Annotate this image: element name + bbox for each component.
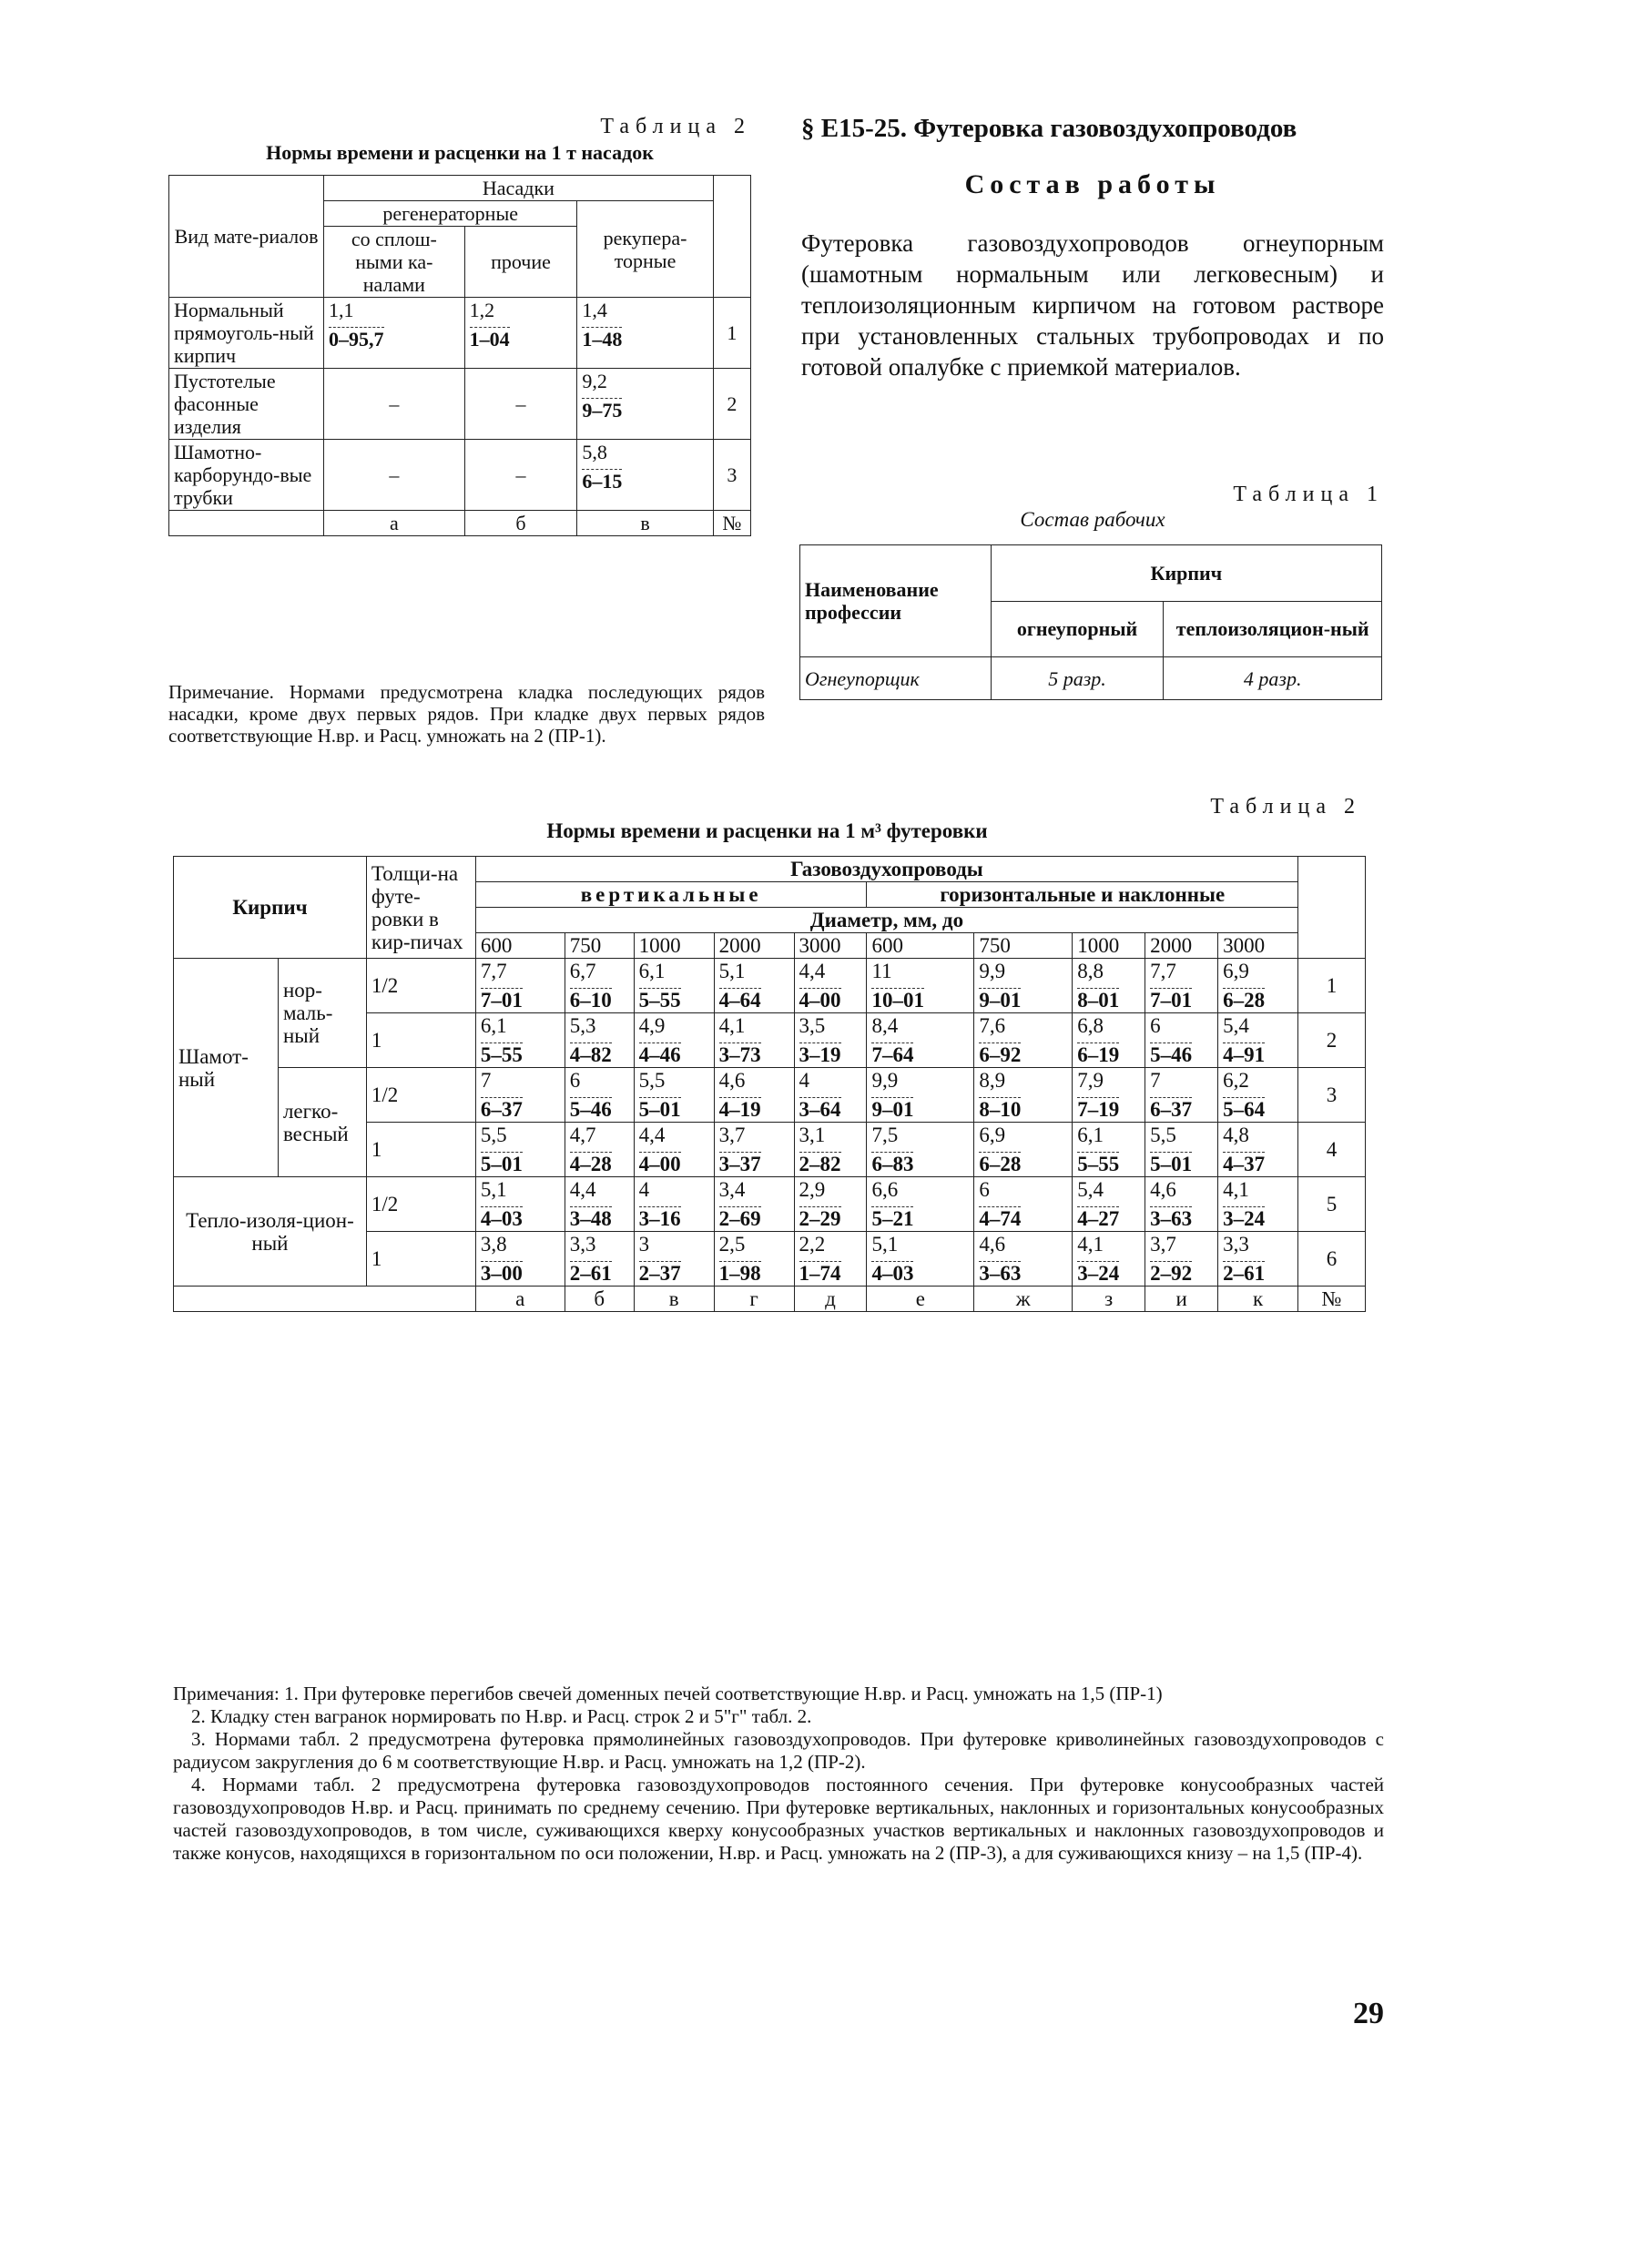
norm-cell: $\frac{4,4}{4-00}$: [794, 959, 867, 1013]
norm-cell: $\frac{5,1}{4-03}$: [867, 1232, 974, 1287]
norm-cell: $\frac{3,3}{2-61}$: [1218, 1232, 1298, 1287]
column-letter: к: [1218, 1287, 1298, 1312]
norm-cell: $\frac{4,6}{3-63}$: [974, 1232, 1073, 1287]
column-letter: д: [794, 1287, 867, 1312]
left-table-caption: Нормы времени и расценки на 1 т насадок: [266, 141, 654, 164]
head-horizontal: горизонтальные и наклонные: [867, 882, 1298, 908]
section-subtitle: Состав работы: [964, 169, 1221, 199]
norm-cell: $\frac{4,6}{4-19}$: [714, 1068, 794, 1123]
norm-cell: $\frac{2,5}{1-98}$: [714, 1232, 794, 1287]
diameter-header: 1000: [634, 933, 714, 959]
sub-legkovesny: легко-весный: [278, 1068, 366, 1177]
head-kirpich: Кирпич: [991, 545, 1381, 602]
table-row: [174, 1068, 1366, 1123]
table-row: Огнеупорщик 5 разр. 4 разр.: [800, 657, 1382, 700]
diameter-header: 750: [565, 933, 634, 959]
norm-cell: $\frac{6}{5-46}$: [1145, 1013, 1218, 1068]
norm-cell: $\frac{3,3}{2-61}$: [565, 1232, 634, 1287]
thickness-cell: 1/2: [366, 1068, 475, 1123]
norm-cell: $\frac{4,1}{3-24}$: [1073, 1232, 1145, 1287]
head-ogneupor: огнеупорный: [991, 601, 1164, 657]
head-vertical: вертикальные: [475, 882, 867, 908]
norm-cell: $\frac{4,1}{3-24}$: [1218, 1177, 1298, 1232]
table2-notes: [173, 1683, 1384, 1865]
norm-cell: $\frac{6}{5-46}$: [565, 1068, 634, 1123]
head-prochie: прочие: [464, 227, 577, 298]
norm-cell: $\frac{5,1}{4-03}$: [475, 1177, 565, 1232]
norm-cell: $\frac{4,4}{3-48}$: [565, 1177, 634, 1232]
table-row: Пустотелые фасонные изделия – – $\frac{9,2}{9-75}$ 2: [169, 369, 751, 440]
column-letter: е: [867, 1287, 974, 1312]
norm-cell: $\frac{5,5}{5-01}$: [1145, 1123, 1218, 1177]
norm-cell: $\frac{4,1}{3-73}$: [714, 1013, 794, 1068]
norm-cell: $\frac{5,5}{5-01}$: [634, 1068, 714, 1123]
norm-cell: $\frac{6,6}{5-21}$: [867, 1177, 974, 1232]
head-splosh: со сплош-ными ка-налами: [324, 227, 465, 298]
head-kirpich-big: Кирпич: [174, 857, 367, 959]
norm-cell: $\frac{11}{10-01}$: [867, 959, 974, 1013]
thickness-cell: 1: [366, 1013, 475, 1068]
norm-cell: $\frac{7,9}{7-19}$: [1073, 1068, 1145, 1123]
column-letter: №: [1298, 1287, 1366, 1312]
head-nasadki: Насадки: [324, 176, 714, 201]
norm-cell: $\frac{5,1}{4-64}$: [714, 959, 794, 1013]
table-row: [174, 959, 1366, 1013]
norm-cell: $\frac{6,1}{5-55}$: [634, 959, 714, 1013]
thickness-cell: 1/2: [366, 1177, 475, 1232]
column-letter: ж: [974, 1287, 1073, 1312]
norm-cell: $\frac{6}{4-74}$: [974, 1177, 1073, 1232]
left-table-label: Таблица 2: [600, 115, 751, 138]
head-teploizol: теплоизоляцион-ный: [1164, 601, 1382, 657]
row-number: 1: [1298, 959, 1366, 1013]
norm-cell: $\frac{5,4}{4-27}$: [1073, 1177, 1145, 1232]
norm-cell: $\frac{6,9}{6-28}$: [974, 1123, 1073, 1177]
diameter-header: 3000: [794, 933, 867, 959]
table-row: [174, 1177, 1366, 1232]
diameter-header: 2000: [1145, 933, 1218, 959]
row-number: 5: [1298, 1177, 1366, 1232]
table-footer-row: [174, 1287, 1366, 1312]
norm-cell: $\frac{5,4}{4-91}$: [1218, 1013, 1298, 1068]
norm-cell: $\frac{2,2}{1-74}$: [794, 1232, 867, 1287]
norm-cell: $\frac{9,9}{9-01}$: [974, 959, 1073, 1013]
norm-cell: $\frac{7}{6-37}$: [1145, 1068, 1218, 1123]
norm-cell: $\frac{6,9}{6-28}$: [1218, 959, 1298, 1013]
norm-cell: $\frac{5,5}{5-01}$: [475, 1123, 565, 1177]
norm-cell: $\frac{7,6}{6-92}$: [974, 1013, 1073, 1068]
workers-table: [799, 544, 1382, 700]
left-table-note: Примечание. Нормами предусмотрена кладка последующих рядов насадки, кроме двух первых рядов. При кладке двух первых рядов соответствующие Н.вр. и Расц. умножать на 2 (ПР-1).: [168, 681, 765, 747]
norm-cell: $\frac{6,8}{6-19}$: [1073, 1013, 1145, 1068]
norm-cell: $\frac{3,4}{2-69}$: [714, 1177, 794, 1232]
table2-label: Таблица 2: [1210, 795, 1361, 819]
head-rekup: рекупера-торные: [577, 201, 713, 298]
diameter-header: 2000: [714, 933, 794, 959]
norm-cell: $\frac{6,2}{5-64}$: [1218, 1068, 1298, 1123]
norm-cell: $\frac{7}{6-37}$: [475, 1068, 565, 1123]
norm-cell: $\frac{9,9}{9-01}$: [867, 1068, 974, 1123]
thickness-cell: 1/2: [366, 959, 475, 1013]
column-letter: г: [714, 1287, 794, 1312]
group-shamot: Шамот-ный: [174, 959, 279, 1177]
norm-cell: $\frac{5,3}{4-82}$: [565, 1013, 634, 1068]
norm-cell: $\frac{4,6}{3-63}$: [1145, 1177, 1218, 1232]
column-letter: б: [565, 1287, 634, 1312]
work-description: Футеровка газовоздухопроводов огнеупорным (шамотным нормальным или легковесным) и теплоизоляционным кирпичом на готовом растворе при установленных стальных трубопроводах и по готовой опалубке с приемкой материалов.: [801, 229, 1384, 381]
norm-cell: $\frac{4,9}{4-46}$: [634, 1013, 714, 1068]
diameter-header: 600: [475, 933, 565, 959]
norm-cell: $\frac{6,1}{5-55}$: [475, 1013, 565, 1068]
table-footer-row: а б в №: [169, 511, 751, 536]
norm-cell: $\frac{4}{3-16}$: [634, 1177, 714, 1232]
norm-cell: $\frac{2,9}{2-29}$: [794, 1177, 867, 1232]
sub-normal: нор-маль-ный: [278, 959, 366, 1068]
row-number: 4: [1298, 1123, 1366, 1177]
note-4: 4. Нормами табл. 2 предусмотрена футеровка газовоздухопроводов постоянного сечения. При футеровке конусообразных частей газовоздухопроводов Н.вр. и Расц. принимать по среднему сечению. При футеровке вертикальных, наклонных и горизонтальных конусообразных частей газовоздухопроводов, в том числе, суживающихся кверху конусообразных участков вертикальных и наклонных газовоздухопроводов и также конусов, находящихся в горизонтальном по оси положении, Н.вр. и Расц. умножать на 2 (ПР-3), а для суживающихся книзу – на 1,5 (ПР-4).: [173, 1774, 1384, 1864]
norm-cell: $\frac{4,8}{4-37}$: [1218, 1123, 1298, 1177]
diameter-header: 600: [867, 933, 974, 959]
norm-cell: $\frac{6,1}{5-55}$: [1073, 1123, 1145, 1177]
norm-cell: $\frac{3,7}{3-37}$: [714, 1123, 794, 1177]
head-profession: Наименование профессии: [800, 545, 992, 657]
group-teploizol: Тепло-изоля-цион-ный: [174, 1177, 367, 1287]
diameter-header: 1000: [1073, 933, 1145, 959]
column-letter: и: [1145, 1287, 1218, 1312]
head-regen: регенераторные: [324, 201, 577, 227]
column-letter: з: [1073, 1287, 1145, 1312]
norm-cell: $\frac{3,1}{2-82}$: [794, 1123, 867, 1177]
column-letter: а: [475, 1287, 565, 1312]
note-2: 2. Кладку стен вагранок нормировать по Н.вр. и Расц. строк 2 и 5"г" табл. 2.: [191, 1705, 812, 1727]
lining-norms-table: [173, 856, 1366, 1312]
table-row: Шамотно-карборундо-вые трубки – – $\frac{5,8}{6-15}$ 3: [169, 440, 751, 511]
norm-cell: $\frac{7,7}{7-01}$: [475, 959, 565, 1013]
norm-cell: $\frac{3,5}{3-19}$: [794, 1013, 867, 1068]
diameter-header: 750: [974, 933, 1073, 959]
norm-cell: $\frac{3}{2-37}$: [634, 1232, 714, 1287]
section-title: § Е15-25. Футеровка газовоздухопроводов: [801, 114, 1297, 143]
row-number: 3: [1298, 1068, 1366, 1123]
norm-cell: $\frac{8,4}{7-64}$: [867, 1013, 974, 1068]
head-tolshina: Толщи-на футе-ровки в кир-пичах: [366, 857, 475, 959]
note-1: Примечания: 1. При футеровке перегибов свечей доменных печей соответствующие Н.вр. и Расц. умножать на 1,5 (ПР-1): [173, 1683, 1163, 1704]
norm-cell: $\frac{6,7}{6-10}$: [565, 959, 634, 1013]
norm-cell: $\frac{7,5}{6-83}$: [867, 1123, 974, 1177]
page-number: 29: [1353, 1997, 1384, 2030]
row-number: 2: [1298, 1013, 1366, 1068]
head-material: Вид мате-риалов: [169, 176, 324, 298]
diameter-header: 3000: [1218, 933, 1298, 959]
table-row: Нормальный прямоуголь-ный кирпич $\frac{1,1}{0-95,7}$ $\frac{1,2}{1-04}$ $\frac{1,4}{1-48}$ 1: [169, 298, 751, 369]
note-3: 3. Нормами табл. 2 предусмотрена футеровка прямолинейных газовоздухопроводов. При футеровке криволинейных газовоздухопроводов с радиусом закругления до 6 м соответствующие Н.вр. и Расц. умножать на 1,2 (ПР-2).: [173, 1728, 1384, 1773]
norm-cell: $\frac{4}{3-64}$: [794, 1068, 867, 1123]
row-number: 6: [1298, 1232, 1366, 1287]
norm-cell: $\frac{3,7}{2-92}$: [1145, 1232, 1218, 1287]
thickness-cell: 1: [366, 1123, 475, 1177]
table2-caption: Нормы времени и расценки на 1 м³ футеровки: [546, 819, 988, 842]
thickness-cell: 1: [366, 1232, 475, 1287]
norm-cell: $\frac{7,7}{7-01}$: [1145, 959, 1218, 1013]
norm-cell: $\frac{8,9}{8-10}$: [974, 1068, 1073, 1123]
norm-cell: $\frac{4,4}{4-00}$: [634, 1123, 714, 1177]
norm-cell: $\frac{8,8}{8-01}$: [1073, 959, 1145, 1013]
left-norms-table: [168, 175, 751, 536]
norm-cell: $\frac{3,8}{3-00}$: [475, 1232, 565, 1287]
column-letter: в: [634, 1287, 714, 1312]
head-gazovozduh: Газовоздухопроводы: [475, 857, 1297, 882]
table1-caption: Состав рабочих: [1020, 508, 1165, 531]
norm-cell: $\frac{4,7}{4-28}$: [565, 1123, 634, 1177]
head-diameter: Диаметр, мм, до: [475, 908, 1297, 933]
table1-label: Таблица 1: [1233, 483, 1384, 506]
